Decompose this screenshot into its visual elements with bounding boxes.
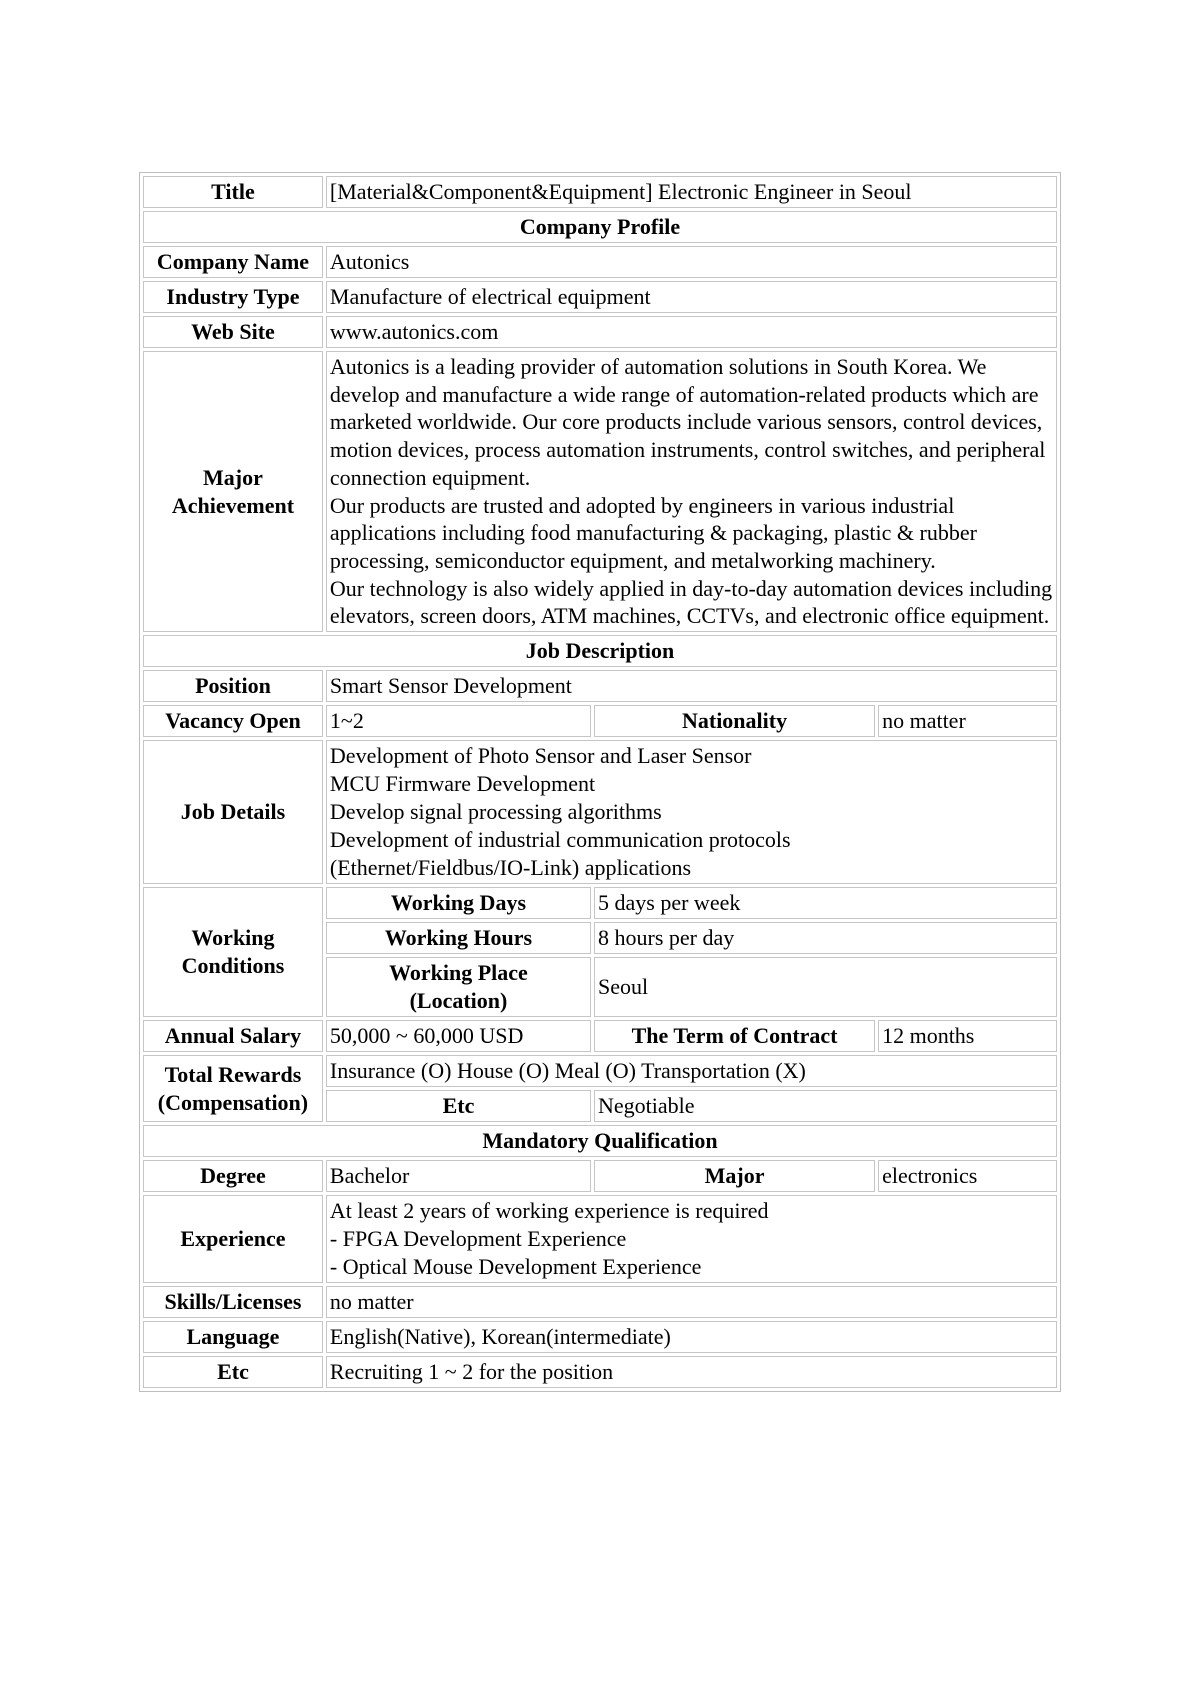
- working-hours-value: 8 hours per day: [594, 922, 1057, 954]
- skills-licenses-row: [143, 1286, 1057, 1318]
- web-site-label: Web Site: [143, 316, 323, 348]
- total-rewards-benefits: Insurance (O) House (O) Meal (O) Transportation (X): [326, 1055, 1057, 1087]
- language-label: Language: [143, 1321, 323, 1353]
- experience-label: Experience: [143, 1195, 323, 1283]
- working-hours-label: Working Hours: [326, 922, 591, 954]
- language-value: English(Native), Korean(intermediate): [326, 1321, 1057, 1353]
- web-site-row: [143, 316, 1057, 348]
- industry-type-row: [143, 281, 1057, 313]
- job-details-label: Job Details: [143, 740, 323, 884]
- title-row: [143, 176, 1057, 208]
- nationality-label: Nationality: [594, 705, 875, 737]
- etc-row: [143, 1356, 1057, 1388]
- job-description-section-row: [143, 635, 1057, 667]
- industry-type-value: Manufacture of electrical equipment: [326, 281, 1057, 313]
- job-description-heading: Job Description: [143, 635, 1057, 667]
- major-label: Major: [594, 1160, 875, 1192]
- major-achievement-value: Autonics is a leading provider of automation solutions in South Korea. We develop and manufacture a wide range of automation-related products which are marketed worldwide. Our core products include various sensors, control devices, motion devices, process automation instruments, control switches, and peripheral connection equipment. Our products are trusted and adopted by engineers in various industrial applications including food manufacturing & packaging, plastic & rubber processing, semiconductor equipment, and metalworking machinery. Our technology is also widely applied in day-to-day automation devices including elevators, screen doors, ATM machines, CCTVs, and electronic office equipment.: [326, 351, 1057, 632]
- major-value: electronics: [878, 1160, 1057, 1192]
- web-site-value: www.autonics.com: [326, 316, 1057, 348]
- degree-row: [143, 1160, 1057, 1192]
- total-rewards-label: Total Rewards (Compensation): [143, 1055, 323, 1122]
- industry-type-label: Industry Type: [143, 281, 323, 313]
- vacancy-open-label: Vacancy Open: [143, 705, 323, 737]
- rewards-etc-value: Negotiable: [594, 1090, 1057, 1122]
- company-name-value: Autonics: [326, 246, 1057, 278]
- working-place-value: Seoul: [594, 957, 1057, 1017]
- working-place-label: Working Place (Location): [326, 957, 591, 1017]
- salary-row: [143, 1020, 1057, 1052]
- position-value: Smart Sensor Development: [326, 670, 1057, 702]
- mandatory-qualification-heading: Mandatory Qualification: [143, 1125, 1057, 1157]
- nationality-value: no matter: [878, 705, 1057, 737]
- job-posting-table: [139, 172, 1061, 1392]
- job-details-value: Development of Photo Sensor and Laser Sensor MCU Firmware Development Develop signal processing algorithms Development of industrial communication protocols (Ethernet/Fieldbus/IO-Link) applications: [326, 740, 1057, 884]
- title-label: Title: [143, 176, 323, 208]
- job-details-row: [143, 740, 1057, 884]
- etc-label: Etc: [143, 1356, 323, 1388]
- skills-licenses-label: Skills/Licenses: [143, 1286, 323, 1318]
- experience-value: At least 2 years of working experience is required - FPGA Development Experience - Optical Mouse Development Experience: [326, 1195, 1057, 1283]
- experience-row: [143, 1195, 1057, 1283]
- title-value: [Material&Component&Equipment] Electronic Engineer in Seoul: [326, 176, 1057, 208]
- company-name-label: Company Name: [143, 246, 323, 278]
- term-of-contract-label: The Term of Contract: [594, 1020, 875, 1052]
- working-conditions-label: Working Conditions: [143, 887, 323, 1017]
- annual-salary-value: 50,000 ~ 60,000 USD: [326, 1020, 591, 1052]
- degree-value: Bachelor: [326, 1160, 591, 1192]
- skills-licenses-value: no matter: [326, 1286, 1057, 1318]
- mandatory-qualification-section-row: [143, 1125, 1057, 1157]
- position-label: Position: [143, 670, 323, 702]
- working-days-value: 5 days per week: [594, 887, 1057, 919]
- major-achievement-row: [143, 351, 1057, 632]
- rewards-etc-label: Etc: [326, 1090, 591, 1122]
- annual-salary-label: Annual Salary: [143, 1020, 323, 1052]
- major-achievement-label: Major Achievement: [143, 351, 323, 632]
- etc-value: Recruiting 1 ~ 2 for the position: [326, 1356, 1057, 1388]
- company-profile-heading: Company Profile: [143, 211, 1057, 243]
- language-row: [143, 1321, 1057, 1353]
- position-row: [143, 670, 1057, 702]
- vacancy-open-value: 1~2: [326, 705, 591, 737]
- company-name-row: [143, 246, 1057, 278]
- total-rewards-row: [143, 1055, 1057, 1087]
- company-profile-section-row: [143, 211, 1057, 243]
- working-days-label: Working Days: [326, 887, 591, 919]
- vacancy-row: [143, 705, 1057, 737]
- term-of-contract-value: 12 months: [878, 1020, 1057, 1052]
- working-days-row: [143, 887, 1057, 919]
- degree-label: Degree: [143, 1160, 323, 1192]
